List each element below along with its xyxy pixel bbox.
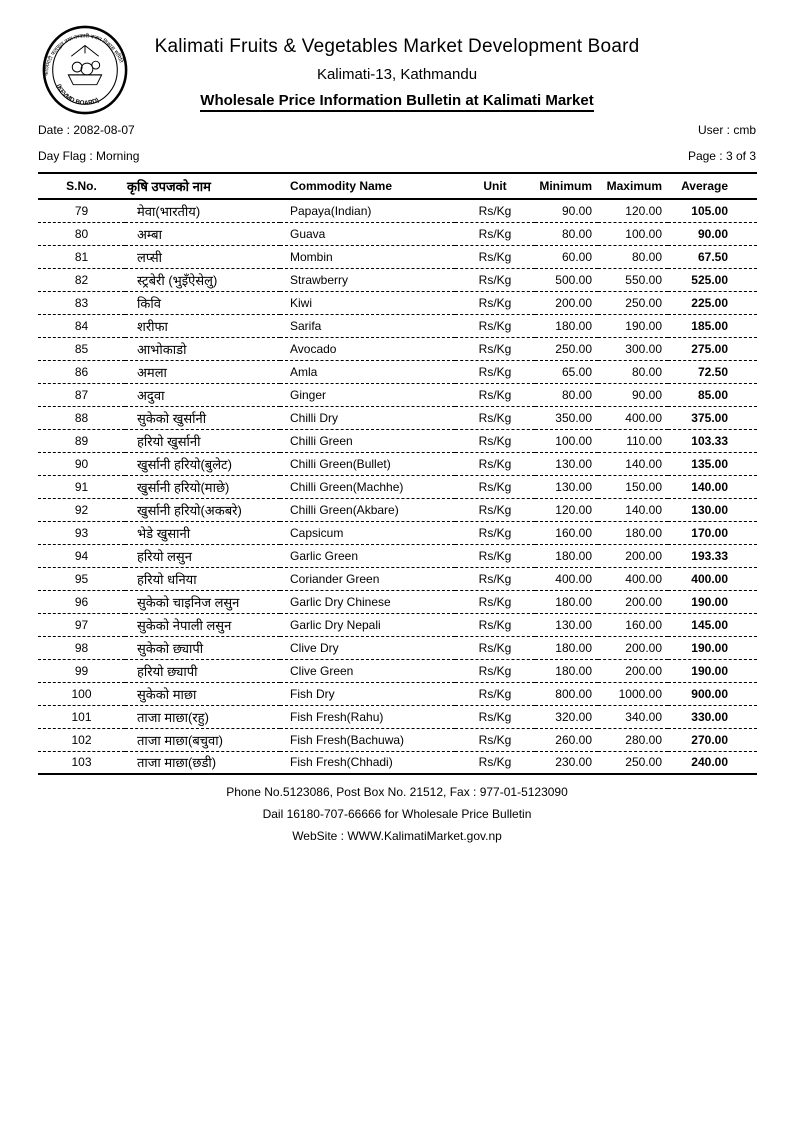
sno-cell: 93 — [74, 525, 89, 540]
col-header-average: Average — [681, 179, 728, 193]
nepali-name-cell: लप्सी — [137, 249, 163, 265]
commodity-name-cell: Chilli Green(Machhe) — [290, 479, 404, 494]
unit-cell: Rs/Kg — [478, 594, 512, 609]
table-row — [38, 682, 757, 705]
sno-cell: 90 — [74, 456, 89, 471]
nepali-name-cell: हरियो छ्यापी — [137, 663, 198, 679]
nepali-name-cell: सुकेको माछा — [137, 686, 197, 702]
nepali-name-cell: सुकेको नेपाली लसुन — [137, 617, 232, 633]
commodity-name-cell: Garlic Dry Nepali — [290, 617, 381, 632]
average-cell: 185.00 — [691, 318, 728, 333]
user-label: User : cmb — [697, 123, 756, 137]
minimum-cell: 800.00 — [555, 686, 592, 701]
commodity-name-cell: Mombin — [290, 249, 333, 264]
unit-cell: Rs/Kg — [478, 203, 512, 218]
unit-cell: Rs/Kg — [478, 226, 512, 241]
nepali-name-cell: सुकेको चाइनिज लसुन — [137, 594, 240, 610]
commodity-name-cell: Ginger — [290, 387, 327, 402]
commodity-name-cell: Fish Fresh(Chhadi) — [290, 755, 393, 770]
nepali-name-cell: स्ट्रबेरी (भुइँऐसेलु) — [137, 272, 218, 288]
table-row — [38, 268, 757, 291]
table-row — [38, 360, 757, 383]
average-cell: 270.00 — [691, 732, 728, 747]
commodity-name-cell: Garlic Green — [290, 548, 359, 563]
maximum-cell: 200.00 — [625, 594, 662, 609]
maximum-cell: 400.00 — [625, 571, 662, 586]
seal-top-text: कालिमाटी फलफूल तथा तरकारी बजार विकास समिति — [43, 33, 124, 77]
unit-cell: Rs/Kg — [478, 525, 512, 540]
nepali-name-cell: हरियो धनिया — [137, 571, 197, 587]
nepali-name-cell: शरीफा — [137, 318, 168, 334]
table-row — [38, 705, 757, 728]
average-cell: 525.00 — [691, 272, 728, 287]
sno-cell: 88 — [74, 410, 89, 425]
sno-cell: 82 — [74, 272, 89, 287]
commodity-name-cell: Guava — [290, 226, 326, 241]
average-cell: 135.00 — [691, 456, 728, 471]
minimum-cell: 230.00 — [555, 755, 592, 770]
average-cell: 145.00 — [691, 617, 728, 632]
nepali-name-cell: ताजा माछा(बचुवा) — [137, 732, 223, 748]
commodity-name-cell: Capsicum — [290, 525, 344, 540]
bulletin-title: Wholesale Price Information Bulletin at Kalimati Market — [200, 92, 593, 112]
table-row — [38, 475, 757, 498]
footer-phone-line: Phone No.5123086, Post Box No. 21512, Fax : 977-01-5123090 — [226, 785, 568, 799]
table-row — [38, 199, 757, 222]
minimum-cell: 120.00 — [555, 502, 592, 517]
minimum-cell: 260.00 — [555, 732, 592, 747]
nepali-name-cell: खुर्सानी हरियो(बुलेट) — [137, 456, 232, 472]
minimum-cell: 350.00 — [555, 410, 592, 425]
nepali-name-cell: किवि — [137, 295, 161, 311]
unit-cell: Rs/Kg — [478, 249, 512, 264]
table-row — [38, 222, 757, 245]
average-cell: 67.50 — [697, 249, 728, 264]
table-row — [38, 383, 757, 406]
table-row — [38, 590, 757, 613]
table-row — [38, 728, 757, 751]
table-header-row — [38, 173, 757, 199]
unit-cell: Rs/Kg — [478, 341, 512, 356]
maximum-cell: 280.00 — [625, 732, 662, 747]
commodity-name-cell: Strawberry — [290, 272, 349, 287]
commodity-name-cell: Garlic Dry Chinese — [290, 594, 391, 609]
nepali-name-cell: आभोकाडो — [137, 341, 187, 357]
minimum-cell: 180.00 — [555, 548, 592, 563]
average-cell: 190.00 — [691, 594, 728, 609]
table-row — [38, 613, 757, 636]
minimum-cell: 80.00 — [561, 226, 592, 241]
minimum-cell: 180.00 — [555, 663, 592, 678]
nepali-name-cell: ताजा माछा(रहु) — [137, 709, 209, 725]
average-cell: 170.00 — [691, 525, 728, 540]
commodity-name-cell: Chilli Green(Bullet) — [290, 456, 391, 471]
maximum-cell: 90.00 — [631, 387, 662, 402]
seal-bottom-text: (KFVMD BOARD) — [54, 83, 101, 107]
sno-cell: 89 — [74, 433, 89, 448]
day-flag-label: Day Flag : Morning — [38, 149, 140, 163]
maximum-cell: 80.00 — [631, 364, 662, 379]
table-row — [38, 406, 757, 429]
average-cell: 190.00 — [691, 640, 728, 655]
maximum-cell: 250.00 — [625, 295, 662, 310]
unit-cell: Rs/Kg — [478, 456, 512, 471]
average-cell: 72.50 — [697, 364, 728, 379]
commodity-name-cell: Chilli Dry — [290, 410, 338, 425]
footer — [0, 781, 794, 847]
maximum-cell: 120.00 — [625, 203, 662, 218]
commodity-name-cell: Avocado — [290, 341, 337, 356]
sno-cell: 96 — [74, 594, 89, 609]
maximum-cell: 200.00 — [625, 663, 662, 678]
average-cell: 85.00 — [697, 387, 728, 402]
average-cell: 193.33 — [691, 548, 728, 563]
sno-cell: 86 — [74, 364, 89, 379]
average-cell: 330.00 — [691, 709, 728, 724]
table-row — [38, 521, 757, 544]
nepali-name-cell: भेडे खुसानी — [137, 525, 191, 541]
sno-cell: 97 — [74, 617, 89, 632]
unit-cell: Rs/Kg — [478, 272, 512, 287]
sno-cell: 100 — [71, 686, 92, 701]
minimum-cell: 180.00 — [555, 594, 592, 609]
sno-cell: 102 — [71, 732, 92, 747]
footer-website-line: WebSite : WWW.KalimatiMarket.gov.np — [292, 829, 502, 843]
commodity-name-cell: Sarifa — [290, 318, 322, 333]
meta-row-date-user — [38, 123, 756, 137]
board-seal-icon — [36, 24, 134, 116]
minimum-cell: 100.00 — [555, 433, 592, 448]
table-row — [38, 452, 757, 475]
sno-cell: 99 — [74, 663, 89, 678]
commodity-name-cell: Coriander Green — [290, 571, 380, 586]
minimum-cell: 130.00 — [555, 617, 592, 632]
sno-cell: 98 — [74, 640, 89, 655]
nepali-name-cell: हरियो लसुन — [137, 548, 192, 564]
average-cell: 225.00 — [691, 295, 728, 310]
table-row — [38, 314, 757, 337]
maximum-cell: 400.00 — [625, 410, 662, 425]
commodity-name-cell: Fish Fresh(Bachuwa) — [290, 732, 405, 747]
maximum-cell: 180.00 — [625, 525, 662, 540]
nepali-name-cell: खुर्सानी हरियो(माछे) — [137, 479, 230, 495]
nepali-name-cell: सुकेको खुर्सानी — [137, 410, 207, 426]
unit-cell: Rs/Kg — [478, 663, 512, 678]
col-header-minimum: Minimum — [539, 179, 592, 193]
unit-cell: Rs/Kg — [478, 617, 512, 632]
maximum-cell: 100.00 — [625, 226, 662, 241]
nepali-name-cell: अम्बा — [137, 226, 162, 242]
nepali-name-cell: हरियो खुर्सानी — [137, 433, 201, 449]
unit-cell: Rs/Kg — [478, 364, 512, 379]
maximum-cell: 340.00 — [625, 709, 662, 724]
minimum-cell: 160.00 — [555, 525, 592, 540]
unit-cell: Rs/Kg — [478, 640, 512, 655]
maximum-cell: 1000.00 — [618, 686, 662, 701]
date-label: Date : 2082-08-07 — [38, 123, 135, 137]
table-row — [38, 751, 757, 774]
minimum-cell: 500.00 — [555, 272, 592, 287]
maximum-cell: 190.00 — [625, 318, 662, 333]
table-row — [38, 245, 757, 268]
commodity-name-cell: Chilli Green(Akbare) — [290, 502, 399, 517]
average-cell: 190.00 — [691, 663, 728, 678]
minimum-cell: 60.00 — [561, 249, 592, 264]
average-cell: 900.00 — [691, 686, 728, 701]
sno-cell: 91 — [74, 479, 89, 494]
nepali-name-cell: अदुवा — [137, 387, 165, 403]
table-row — [38, 291, 757, 314]
minimum-cell: 200.00 — [555, 295, 592, 310]
nepali-name-cell: अमला — [137, 364, 167, 380]
maximum-cell: 200.00 — [625, 548, 662, 563]
board-logo-seal — [36, 24, 134, 116]
unit-cell: Rs/Kg — [478, 502, 512, 517]
page-label: Page : 3 of 3 — [687, 149, 756, 163]
svg-text:(KFVMD BOARD) — [55, 83, 100, 107]
col-header-commodity-name: Commodity Name — [290, 179, 393, 193]
sno-cell: 95 — [74, 571, 89, 586]
minimum-cell: 180.00 — [555, 640, 592, 655]
commodity-name-cell: Fish Fresh(Rahu) — [290, 709, 384, 724]
commodity-name-cell: Amla — [290, 364, 318, 379]
minimum-cell: 180.00 — [555, 318, 592, 333]
nepali-name-cell: खुर्सानी हरियो(अकबरे) — [137, 502, 242, 518]
footer-dial-line: Dail 16180-707-66666 for Wholesale Price Bulletin — [262, 807, 532, 821]
unit-cell: Rs/Kg — [478, 318, 512, 333]
sno-cell: 81 — [74, 249, 89, 264]
table-row — [38, 567, 757, 590]
minimum-cell: 250.00 — [555, 341, 592, 356]
minimum-cell: 130.00 — [555, 479, 592, 494]
sno-cell: 94 — [74, 548, 89, 563]
maximum-cell: 80.00 — [631, 249, 662, 264]
maximum-cell: 300.00 — [625, 341, 662, 356]
average-cell: 375.00 — [691, 410, 728, 425]
unit-cell: Rs/Kg — [478, 755, 512, 770]
minimum-cell: 320.00 — [555, 709, 592, 724]
nepali-name-cell: ताजा माछा(छडी) — [137, 755, 217, 771]
sno-cell: 103 — [71, 755, 92, 770]
sno-cell: 84 — [74, 318, 89, 333]
maximum-cell: 140.00 — [625, 456, 662, 471]
unit-cell: Rs/Kg — [478, 571, 512, 586]
price-table-body — [38, 199, 757, 774]
average-cell: 275.00 — [691, 341, 728, 356]
commodity-name-cell: Kiwi — [290, 295, 313, 310]
unit-cell: Rs/Kg — [478, 732, 512, 747]
sno-cell: 80 — [74, 226, 89, 241]
minimum-cell: 65.00 — [561, 364, 592, 379]
average-cell: 130.00 — [691, 502, 728, 517]
unit-cell: Rs/Kg — [478, 548, 512, 563]
average-cell: 240.00 — [691, 755, 728, 770]
meta-row-dayflag-page — [38, 149, 756, 163]
minimum-cell: 80.00 — [561, 387, 592, 402]
seal-emblem-drawing — [68, 46, 101, 85]
average-cell: 140.00 — [691, 479, 728, 494]
sno-cell: 101 — [71, 709, 92, 724]
table-row — [38, 429, 757, 452]
sno-cell: 85 — [74, 341, 89, 356]
sno-cell: 83 — [74, 295, 89, 310]
price-table-header — [38, 173, 757, 199]
table-row — [38, 544, 757, 567]
average-cell: 90.00 — [697, 226, 728, 241]
commodity-name-cell: Chilli Green — [290, 433, 353, 448]
col-header-sno: S.No. — [66, 179, 97, 193]
col-header-unit: Unit — [483, 179, 507, 193]
commodity-name-cell: Clive Green — [290, 663, 354, 678]
maximum-cell: 200.00 — [625, 640, 662, 655]
maximum-cell: 110.00 — [626, 433, 662, 448]
table-row — [38, 636, 757, 659]
average-cell: 105.00 — [691, 203, 728, 218]
minimum-cell: 400.00 — [555, 571, 592, 586]
unit-cell: Rs/Kg — [478, 387, 512, 402]
nepali-name-cell: मेवा(भारतीय) — [137, 203, 201, 219]
unit-cell: Rs/Kg — [478, 433, 512, 448]
col-header-maximum: Maximum — [606, 179, 662, 193]
unit-cell: Rs/Kg — [478, 709, 512, 724]
table-row — [38, 498, 757, 521]
unit-cell: Rs/Kg — [478, 410, 512, 425]
maximum-cell: 160.00 — [625, 617, 662, 632]
col-header-nepali-name: कृषि उपजको नाम — [127, 179, 211, 194]
maximum-cell: 140.00 — [625, 502, 662, 517]
sno-cell: 87 — [74, 387, 89, 402]
maximum-cell: 250.00 — [625, 755, 662, 770]
sno-cell: 92 — [74, 502, 89, 517]
price-table — [38, 172, 757, 775]
table-row — [38, 659, 757, 682]
average-cell: 103.33 — [691, 433, 728, 448]
sno-cell: 79 — [74, 203, 89, 218]
commodity-name-cell: Fish Dry — [290, 686, 335, 701]
nepali-name-cell: सुकेको छ्यापी — [137, 640, 204, 656]
minimum-cell: 130.00 — [555, 456, 592, 471]
maximum-cell: 150.00 — [625, 479, 662, 494]
minimum-cell: 90.00 — [561, 203, 592, 218]
unit-cell: Rs/Kg — [478, 686, 512, 701]
commodity-name-cell: Papaya(Indian) — [290, 203, 372, 218]
unit-cell: Rs/Kg — [478, 479, 512, 494]
average-cell: 400.00 — [691, 571, 728, 586]
maximum-cell: 550.00 — [625, 272, 662, 287]
table-row — [38, 337, 757, 360]
org-address: Kalimati-13, Kathmandu — [316, 66, 478, 83]
commodity-name-cell: Clive Dry — [290, 640, 339, 655]
org-name: Kalimati Fruits & Vegetables Market Development Board — [154, 36, 640, 57]
unit-cell: Rs/Kg — [478, 295, 512, 310]
